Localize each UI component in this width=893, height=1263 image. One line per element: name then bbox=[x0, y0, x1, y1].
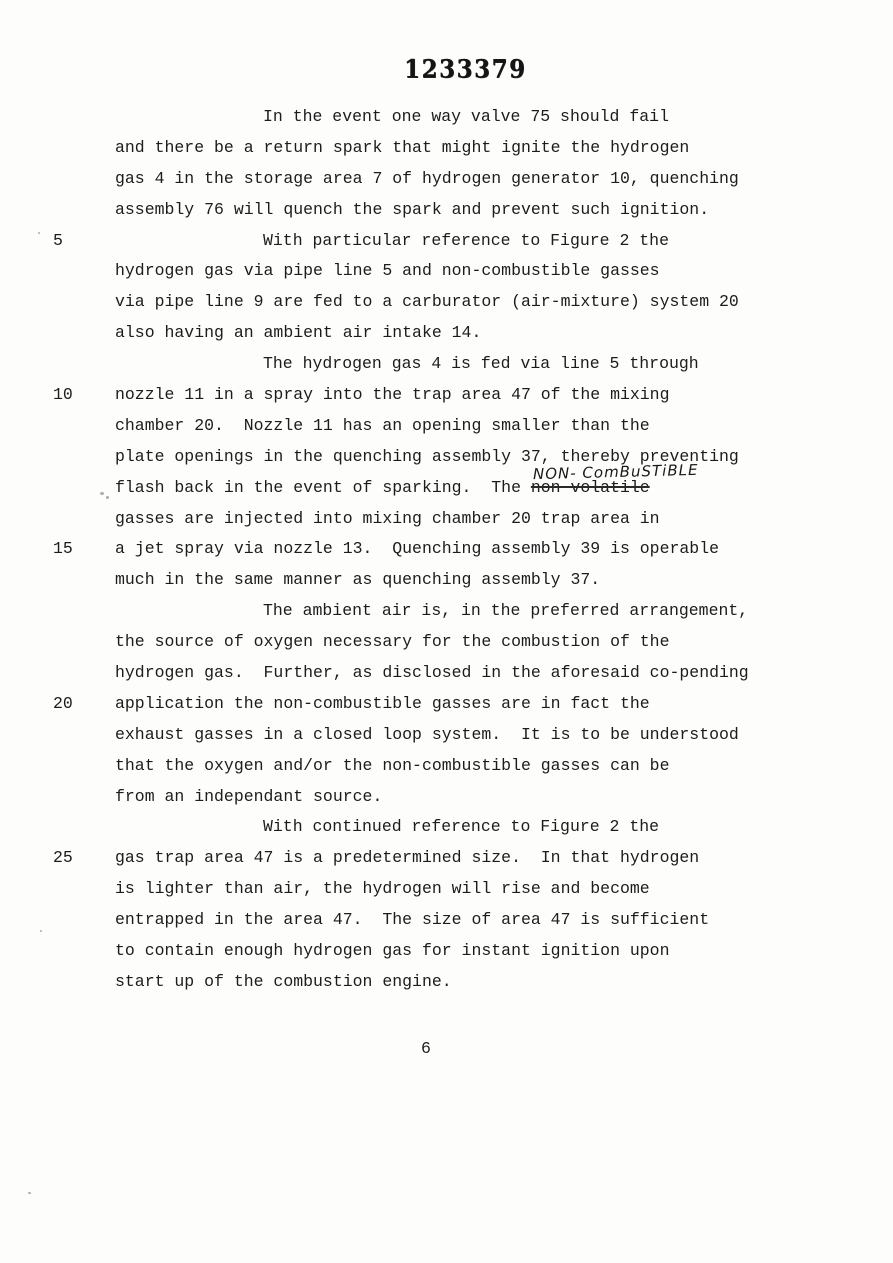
line-text: chamber 20. Nozzle 11 has an opening smaller than the bbox=[115, 415, 650, 435]
line-text: The hydrogen gas 4 is fed via line 5 through bbox=[263, 354, 699, 374]
text-line bbox=[115, 102, 795, 133]
line-text: that the oxygen and/or the non-combustible gasses can be bbox=[115, 755, 670, 775]
line-text: gas trap area 47 is a predetermined size. In that hydrogen bbox=[115, 848, 700, 868]
text-line bbox=[115, 658, 795, 689]
line-number: 5 bbox=[53, 230, 63, 250]
line-text: a jet spray via nozzle 13. Quenching assembly 39 is operable bbox=[115, 539, 719, 559]
body-text bbox=[53, 102, 795, 998]
line-text: The ambient air is, in the preferred arrangement, bbox=[263, 601, 749, 621]
line-text: via pipe line 9 are fed to a carburator (air-mixture) system 20 bbox=[115, 292, 739, 312]
text-line bbox=[115, 164, 795, 195]
text-line bbox=[115, 565, 795, 596]
line-text: entrapped in the area 47. The size of area 47 is sufficient bbox=[115, 910, 710, 930]
page-footer-number: 6 bbox=[421, 1039, 431, 1058]
line-text: is lighter than air, the hydrogen will rise and become bbox=[115, 879, 650, 899]
text-line bbox=[115, 256, 795, 287]
struck-out-word: non-volatile bbox=[530, 477, 650, 497]
scan-artifact bbox=[106, 496, 109, 499]
line-text: In the event one way valve 75 should fail bbox=[263, 107, 669, 126]
line-text: gasses are injected into mixing chamber 20 trap area in bbox=[115, 508, 660, 528]
line-text: nozzle 11 in a spray into the trap area 47 of the mixing bbox=[115, 385, 670, 405]
line-number: 25 bbox=[53, 848, 73, 868]
line-text: much in the same manner as quenching assembly 37. bbox=[115, 570, 601, 590]
line-text: also having an ambient air intake 14. bbox=[115, 323, 482, 343]
line-text: flash back in the event of sparking. The non-volatile bbox=[115, 477, 650, 497]
line-text: the source of oxygen necessary for the combustion of the bbox=[115, 632, 670, 652]
line-text: gas 4 in the storage area 7 of hydrogen generator 10, quenching bbox=[115, 168, 739, 188]
text-line bbox=[115, 460, 795, 504]
patent-number-stamp: 1233379 bbox=[404, 54, 527, 85]
scan-artifact bbox=[38, 232, 40, 234]
line-number: 10 bbox=[53, 385, 73, 405]
text-line bbox=[115, 195, 795, 226]
text-line bbox=[115, 751, 795, 782]
text-line bbox=[53, 380, 795, 411]
handwritten-annotation: NON- ComBuSTiBLE bbox=[532, 460, 699, 483]
text-line bbox=[115, 627, 795, 658]
text-line bbox=[115, 936, 795, 967]
text-line bbox=[115, 874, 795, 905]
text-line bbox=[115, 905, 795, 936]
text-line bbox=[53, 843, 795, 874]
text-line bbox=[115, 133, 795, 164]
text-line bbox=[115, 349, 795, 380]
text-line bbox=[115, 596, 795, 627]
line-text: hydrogen gas via pipe line 5 and non-combustible gasses bbox=[115, 261, 660, 281]
text-line bbox=[53, 226, 795, 257]
line-text: plate openings in the quenching assembly 37, thereby preventing bbox=[115, 446, 739, 466]
text-line bbox=[115, 812, 795, 843]
line-text: and there be a return spark that might ignite the hydrogen bbox=[115, 137, 690, 157]
scan-artifact bbox=[28, 1192, 31, 1194]
line-number: 15 bbox=[53, 539, 73, 559]
line-text: With continued reference to Figure 2 the bbox=[263, 817, 660, 837]
text-line bbox=[115, 782, 795, 813]
text-line bbox=[115, 967, 795, 998]
scan-artifact bbox=[40, 930, 42, 932]
text-line bbox=[115, 720, 795, 751]
line-number: 20 bbox=[53, 693, 73, 713]
text-line bbox=[115, 504, 795, 535]
line-text: exhaust gasses in a closed loop system. It is to be understood bbox=[115, 724, 739, 744]
text-line bbox=[53, 689, 795, 720]
line-text: from an independant source. bbox=[115, 786, 383, 806]
text-line bbox=[53, 534, 795, 565]
line-text: hydrogen gas. Further, as disclosed in the aforesaid co-pending bbox=[115, 663, 749, 683]
text-line bbox=[115, 411, 795, 442]
scan-artifact bbox=[100, 492, 104, 495]
line-text: start up of the combustion engine. bbox=[115, 971, 452, 991]
text-line bbox=[115, 318, 795, 349]
line-text: assembly 76 will quench the spark and prevent such ignition. bbox=[115, 199, 710, 219]
text-line bbox=[115, 287, 795, 318]
line-text: application the non-combustible gasses are in fact the bbox=[115, 693, 650, 713]
line-text: With particular reference to Figure 2 the bbox=[263, 230, 669, 250]
line-text: to contain enough hydrogen gas for instant ignition upon bbox=[115, 941, 670, 961]
